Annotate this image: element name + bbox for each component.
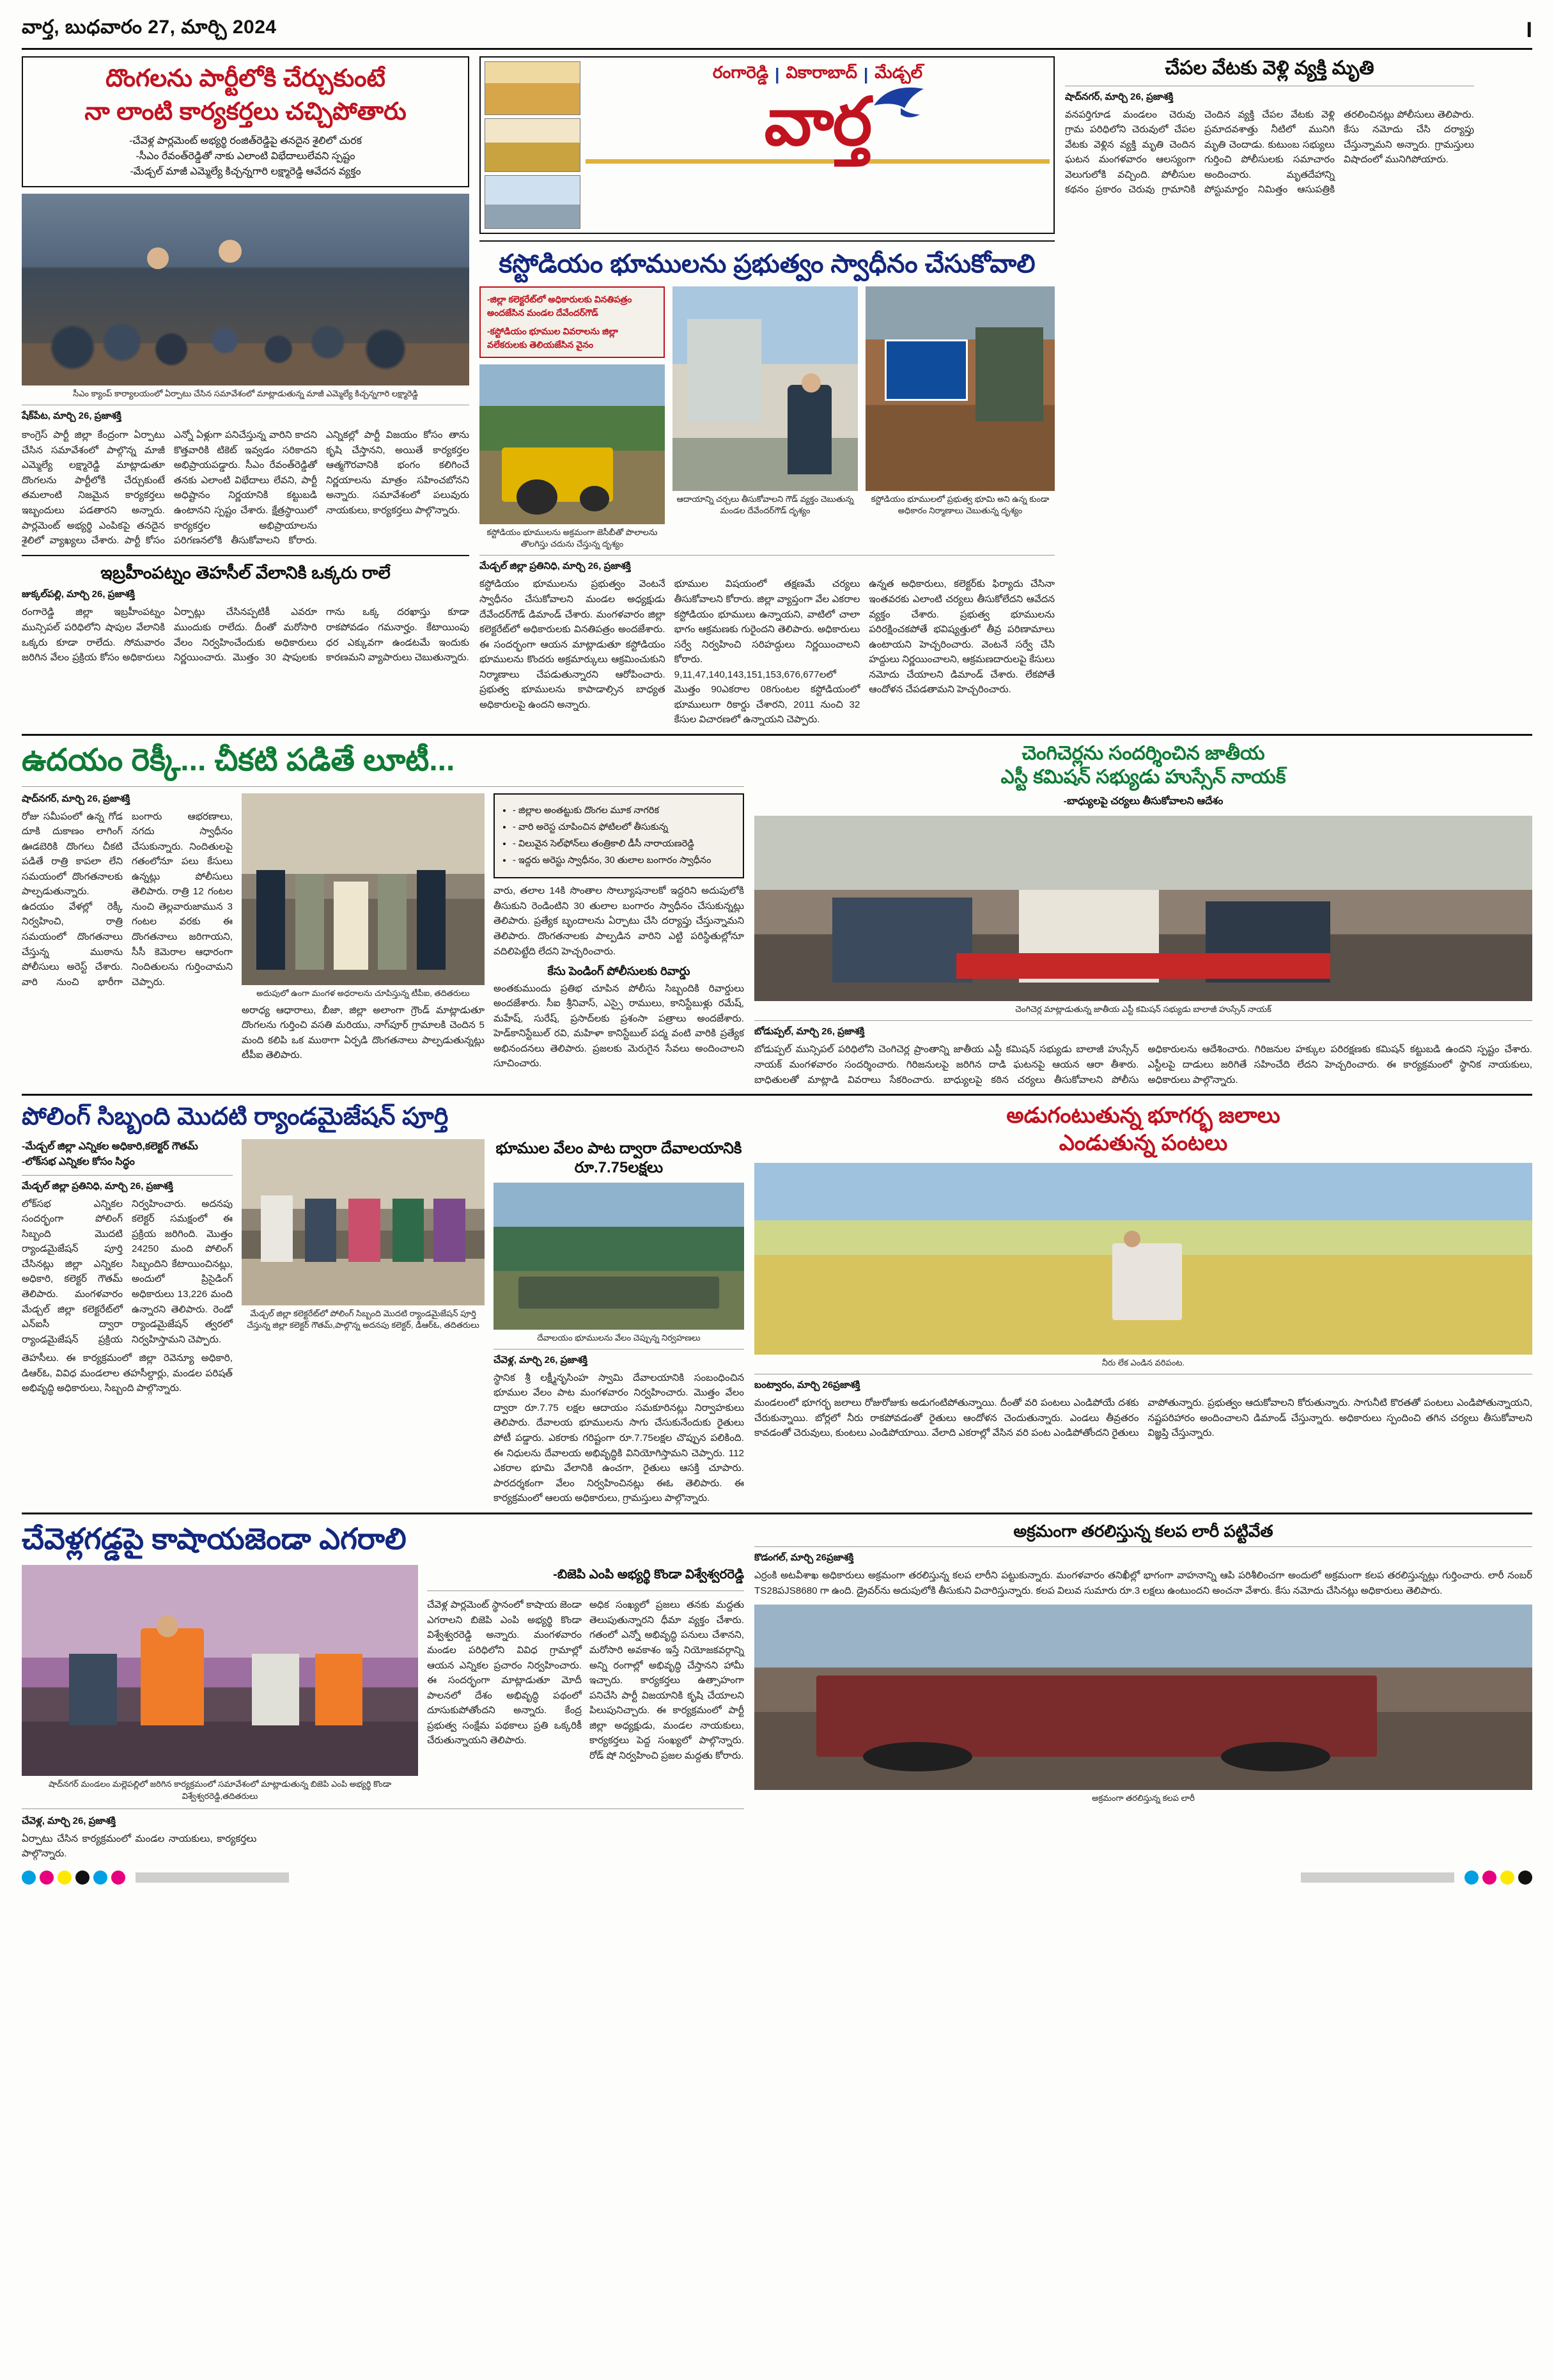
custodian-headline: కస్టోడియం భూములను ప్రభుత్వం స్వాధీనం చేసుకోవాలి bbox=[499, 250, 1036, 278]
bottom-left-dateline: చేవెళ్ల, మార్చి 26, ప్రజాశక్తి bbox=[22, 1815, 116, 1826]
lead-kicker-2: -సీఎం రేవంత్‌రెడ్డితో నాకు ఎలాంటి విభేదాలులేవని స్పష్టం bbox=[136, 151, 355, 162]
land-auction-body: స్థానిక శ్రీ లక్ష్మీనృసింహ స్వామి దేవాలయానికి సంబంధించిన భూముల వేలం పాట మంగళవారం నిర్వహించారు. మొత్తం వేలం ద్వారా రూ.7.75 లక్షల ఆదాయం సమకూరినట్లు నిర్వాహకులు తెలిపారు. దేవాలయ భూములను సాగు చేసుకునేందుకు రైతులు పోటీ పడ్డారు. ఎకరాకు గరిష్టంగా రూ.7.75లక్షల చొప్పున పలికింది. ఈ నిధులను దేవాలయ అభివృద్ధికి వినియోగిస్తామని చెప్పారు. 112 ఎకరాల భూమి వేలానికి ఉంచగా, రైతులు ఆసక్తి చూపారు. పారదర్శకంగా వేలం నిర్వహించినట్లు ఈఓ తెలిపారు. ఈ కార్యక్రమంలో ఆలయ అధికారులు, గ్రామస్తులు పాల్గొన్నారు. bbox=[493, 1372, 744, 1504]
groundwater-body: మండలంలో భూగర్భ జలాలు రోజురోజుకు అడుగంటిపోతున్నాయి. దీంతో వరి పంటలు ఎండిపోయే దశకు చేరుకున్నాయి. బోర్లలో నీరు రాకపోవడంతో రైతులు ఆందోళన చెందుతున్నారు. ఎండలు తీవ్రతరం కావడంతో చెరువులు, కుంటలు ఎండిపోయాయి. వేలాది ఎకరాల్లో వేసిన వరి పంట ఎండిపోతోందని రైతులు వాపోతున్నారు. ప్రభుత్వం ఆదుకోవాలని కోరుతున్నారు. సాగునీటి కొరతతో పంటలు ఎండిపోతున్నాయని, నష్టపరిహారం అందించాలని డిమాండ్ చేస్తున్నారు. అధికారులు స్పందించి తగిన చర్యలు తీసుకోవాలని విజ్ఞప్తి చేస్తున్నారు. bbox=[754, 1397, 1532, 1439]
fishing-headline: చేపల వేటకు వెళ్లి వ్యక్తి మృతి bbox=[1165, 58, 1374, 79]
temple-icon bbox=[485, 61, 580, 115]
fourth-row bbox=[22, 1521, 1532, 1862]
polling-kicker-0: -మేడ్చల్ జిల్లా ఎన్నికల అధికారి,కలెక్టర్ గౌతమ్ bbox=[22, 1140, 198, 1152]
timber-dateline: కొడంగల్, మార్చి 26ప్రజాశక్తి bbox=[754, 1552, 854, 1564]
dove-icon bbox=[871, 82, 929, 121]
custodian-dateline: మేడ్చల్ జిల్లా ప్రతినిధి, మార్చి 26, ప్రజాశక్తి bbox=[479, 561, 631, 572]
loot-body: రోజు సమీపంలో ఉన్న గోడ దూకి దుకాణం లాగింగ్ ఊడబెరికి దొంగలు చీకటి పడితే రాత్రి కాపలా లేని సమయంలో దొంగతనాలకు పాల్పడుతున్నారు. ఉదయం వేళల్లో రెక్కీ నిర్వహించి, రాత్రి సమయంలో దొంగతనాలు చేస్తున్న ముఠాను పోలీసులు అరెస్ట్ చేశారు. వారి నుంచి భారీగా బంగారు ఆభరణాలు, నగదు స్వాధీనం చేసుకున్నారు. నిందితులపై గతంలోనూ పలు కేసులు ఉన్నట్లు పోలీసులు తెలిపారు. రాత్రి 12 గంటల నుంచి తెల్లవారుజామున 3 గంటల వరకు ఈ దొంగతనాలు జరిగాయని, సీసీ కెమెరాల ఆధారంగా నిందితులను గుర్తించామని చెప్పారు. bbox=[22, 811, 233, 988]
custodian-photo-jcb-caption: కస్టోడియం భూములను అక్రమంగా జెసీబీతో పొలాలను తొలగిస్తు చదును చేస్తున్న దృశ్యం bbox=[486, 527, 658, 549]
nsc-body: బోడుప్పల్ మున్సిపల్ పరిధిలోని చెంగిచెర్ల ప్రాంతాన్ని జాతీయ ఎస్టీ కమిషన్ సభ్యుడు బాలాజీ హుస్సేన్ నాయక్ మంగళవారం సందర్శించారు. గిరిజనులపై జరిగిన దాడి ఘటనపై ఆయన ఆరా తీశారు. బాధితులతో మాట్లాడి వివరాలు సేకరించారు. బాధ్యులపై కఠిన చర్యలు తీసుకోవాలని పోలీసు అధికారులను ఆదేశించారు. గిరిజనుల హక్కుల పరిరక్షణకు కమిషన్ కట్టుబడి ఉందని స్పష్టం చేశారు. ఎస్టీలపై దాడులు జరిగితే సహించేది లేదని హెచ్చరించారు. ఈ కార్యక్రమంలో స్థానిక నాయకులు, అధికారులు పాల్గొన్నారు. bbox=[754, 1044, 1532, 1085]
registration-swatch-right bbox=[1301, 1872, 1454, 1883]
groundwater-headline-1: అడుగంటుతున్న భూగర్భ జలాలు bbox=[1006, 1103, 1280, 1128]
nsc-headline-1: చెంగిచెర్లను సందర్శించిన జాతీయ bbox=[1022, 743, 1265, 764]
lead-body: కాంగ్రెస్ పార్టీ జిల్లా కేంద్రంగా ఏర్పాటు చేసిన సమావేశంలో పాల్గొన్న మాజీ ఎమ్మెల్యే లక్ష్మారెడ్డి మాట్లాడుతూ దొంగలను పార్టీలోకి చేర్చుకుంటే తమలాంటి నిజమైన కార్యకర్తలు ఇబ్బందులు పడతారని అన్నారు. పార్లమెంట్ అభ్యర్థి ఎంపికపై తనదైన శైలిలో వ్యాఖ్యలు చేశారు. పార్టీ కోసం ఎన్నో ఏళ్లుగా పనిచేస్తున్న వారిని కాదని కొత్తవారికి టికెట్ ఇవ్వడం సరికాదని అభిప్రాయపడ్డారు. సీఎం రేవంత్‌రెడ్డితో తనకు ఎలాంటి విభేదాలు లేవని, పార్టీ అధిష్టానం నిర్ణయానికి కట్టుబడి ఉంటానని స్పష్టం చేశారు. క్షేత్రస్థాయిలో కార్యకర్తల అభిప్రాయాలను పరిగణనలోకి తీసుకోవాలని కోరారు. ఎన్నికల్లో పార్టీ విజయం కోసం తాను కృషి చేస్తానని, అయితే కార్యకర్తల ఆత్మగౌరవానికి భంగం కలిగించే నిర్ణయాలను మాత్రం సహించబోనని అన్నారు. సమావేశంలో పలువురు నాయకులు, కార్యకర్తలు పాల్గొన్నారు. bbox=[22, 430, 469, 547]
colorbar-left bbox=[22, 1871, 295, 1885]
lead-headline-line2: నా లాంటి కార్యకర్తలు చచ్చిపోతారు bbox=[84, 98, 407, 125]
custodian-photo-jcb bbox=[479, 364, 665, 524]
bjp-body-right: అధిక సంఖ్యలో ప్రజలు తనకు మద్దతు తెలుపుతున్నారని ధీమా వ్యక్తం చేశారు. గతంలో ఎన్నో అభివృద్ధి పనులు చేశానని, మరోసారి అవకాశం ఇస్తే నియోజకవర్గాన్ని అన్ని రంగాల్లో అభివృద్ధి చేస్తానని హామీ ఇచ్చారు. కార్యకర్తలు ఉత్సాహంగా పనిచేసి పార్టీ విజయానికి కృషి చేయాలని పిలుపునిచ్చారు. ఈ కార్యక్రమంలో పార్టీ జిల్లా అధ్యక్షుడు, మండల నాయకులు, కార్యకర్తలు పెద్ద సంఖ్యలో పాల్గొన్నారు. రోడ్ షో నిర్వహించి ప్రజల మద్దతు కోరారు. bbox=[589, 1599, 744, 1761]
nsc-photo-caption: చెంగిచెర్ల మాట్లాడుతున్న జాతీయ ఎస్టీ కమిషన్ సభ్యుడు బాలాజీ హుస్సేన్ నాయక్ bbox=[1015, 1004, 1271, 1015]
land-auction-photo-caption: దేవాలయం భూములను వేలం చెప్పున్న నిర్వహణలు bbox=[537, 1332, 701, 1342]
edition-sep-2: | bbox=[863, 65, 869, 84]
color-dot-5 bbox=[111, 1871, 125, 1885]
third-row bbox=[22, 1102, 1532, 1506]
groundwater-photo-caption: నీరు లేక ఎండిన వరిపంట. bbox=[1101, 1358, 1185, 1368]
timber-photo-caption: అక్రమంగా తరలిస్తున్న కలప లారీ bbox=[1092, 1793, 1195, 1803]
loot-bullet-0: • - జిల్లాల అంతట్టుకు దొంగల మూక నాగరిక bbox=[513, 804, 736, 818]
color-dot-4 bbox=[93, 1871, 107, 1885]
color-dot-0 bbox=[22, 1871, 36, 1885]
loot-sub-caption: అరాధ్య ఆధారాలు, బీజా, జిల్లా అలాంగా గ్రౌండ్ మాట్లాడుతూ దొంగలను గుర్తించి వసతి మరియు, నాగ్‌పూర్ గ్రామాలకి చెందిన 5 మంది కలిపి ఒక ముఠాగా ఏర్పడి దొంగతనాలు పాల్పడుతున్నట్లు టీపీఐ తెలిపారు. bbox=[242, 1004, 485, 1061]
lead-kicker-3: -మేడ్చల్ మాజీ ఎమ్మెల్యే కిచ్చన్నగారి లక్ష్మారెడ్డి ఆవేదన వ్యక్తం bbox=[130, 166, 361, 177]
building-thumbnail bbox=[485, 175, 580, 229]
land-auction-headline: భూముల వేలం పాట ద్వారా దేవాలయానికి రూ.7.75లక్షలు bbox=[495, 1139, 742, 1176]
bjp-kicker: -బిజెపి ఎంపి అభ్యర్థి కొండా విశ్వేశ్వరరెడ్డి bbox=[553, 1567, 744, 1582]
polling-headline: పోలింగ్ సిబ్బంది మొదటి ర్యాండమైజేషన్ పూర్తి bbox=[22, 1103, 449, 1131]
polling-photo bbox=[242, 1139, 485, 1305]
nsc-kicker: -బాధ్యులపై చర్యలు తీసుకోవాలని ఆదేశం bbox=[1063, 796, 1224, 807]
groundwater-photo bbox=[754, 1163, 1532, 1355]
bottom-left-body: ఏర్పాటు చేసిన కార్యక్రమంలో మండల నాయకులు, కార్యకర్తలు పాల్గొన్నారు. bbox=[22, 1833, 257, 1860]
bjp-photo bbox=[22, 1565, 418, 1776]
ibrahimpatnam-dateline: జుక్కల్‌పల్లి, మార్చి 26, ప్రజాశక్తి bbox=[22, 589, 135, 600]
custodian-body-mid: భూముల విషయంలో తక్షణమే చర్యలు తీసుకోవాలని కోరారు. జిల్లా వ్యాప్తంగా వేల ఎకరాల కస్టోడియం భూములు ఉన్నాయని, వాటిలో చాలా భాగం ఆక్రమణకు గురైందని తెలిపారు. అధికారులు సర్వే నిర్వహించి సరిహద్దులు నిర్ణయించాలని కోరారు. 9,11,47,140,143,151,153,676,677లలో మొత్తం 90ఎకరాల 08గుంటల కస్టోడియంలో భూములుగా రికార్డు చేశారని, 2011 నుంచి 32 కేసుల విచారణలో ఉన్నాయని చెప్పారు. bbox=[674, 579, 860, 726]
color-dot-r1 bbox=[1482, 1871, 1496, 1885]
color-dot-3 bbox=[75, 1871, 89, 1885]
nsc-headline-2: ఎస్టీ కమిషన్ సభ్యుడు హుస్సేన్ నాయక్ bbox=[1000, 766, 1286, 788]
edition-0: రంగారెడ్డి bbox=[712, 63, 769, 82]
custodian-bullet-1: -కస్టోడియం భూముల వివరాలను జిల్లా వలేకరులకు తెలియజేసిన వైనం bbox=[487, 326, 618, 350]
edition-list bbox=[586, 61, 1050, 86]
page-number: I bbox=[1526, 18, 1532, 42]
custodian-photo-officer bbox=[672, 286, 858, 491]
color-dot-r3 bbox=[1518, 1871, 1532, 1885]
polling-story bbox=[22, 1102, 744, 1506]
color-dot-r0 bbox=[1465, 1871, 1479, 1885]
lead-kicker-1: -చేవెళ్ల పార్లమెంట్ అభ్యర్థి రంజిత్‌రెడ్డిపై తనదైన శైలిలో చురక bbox=[129, 136, 362, 146]
nsc-story bbox=[754, 742, 1532, 1087]
loot-photo-caption: అదుపులో ఉంగా మంగళ అధరాలను చూపిస్తున్న టీపీఐ, తదితరులు bbox=[256, 988, 470, 998]
loot-bullet-2: • - విలువైన సెల్‌ఫోన్‌లు తంత్రికాలి డీసీ నారాయణరెడ్డి bbox=[513, 837, 736, 852]
masthead-underline bbox=[586, 159, 1050, 164]
bjp-headline: చేవెళ్లగడ్డపై కాషాయజెండా ఎగరాలి bbox=[22, 1521, 407, 1555]
page-topstrip bbox=[22, 17, 1532, 50]
color-dot-2 bbox=[58, 1871, 72, 1885]
lead-dateline: షేక్‌పేట, మార్చి 26, ప్రజాశక్తి bbox=[22, 410, 121, 422]
loot-sub-head: కేసు పెండింగ్ పోలీసులకు రివార్డు bbox=[547, 965, 690, 978]
top-row bbox=[22, 56, 1532, 727]
timber-story bbox=[754, 1521, 1532, 1862]
masthead-title: వార్త bbox=[764, 85, 871, 159]
custodian-body-left: కస్టోడియం భూములను ప్రభుత్వం వెంటనే స్వాధీనం చేసుకోవాలని మండల అధ్యక్షుడు దేవేందర్‌గౌడ్ డిమాండ్ చేశారు. మంగళవారం జిల్లా కలెక్టరేట్‌లో అధికారులకు వినతిపత్రం అందజేశారు. ఈ సందర్భంగా ఆయన మాట్లాడుతూ కస్టోడియం భూములను కొందరు అక్రమార్కులు ఆక్రమించుకుని నిర్మాణాలు చేపడుతున్నారని ఆరోపించారు. ప్రభుత్వ భూములను కాపాడాల్సిన బాధ్యత అధికారులపై ఉందని అన్నారు. bbox=[479, 579, 665, 710]
custodian-bullet-0: -జిల్లా కలెక్టరేట్‌లో అధికారులకు వినతిపత్రం అందజేసిన మండల దేవేందర్‌గౌడ్ bbox=[487, 294, 632, 318]
masthead-logo bbox=[479, 56, 1055, 234]
timber-headline: అక్రమంగా తరలిస్తున్న కలప లారీ పట్టివేత bbox=[1013, 1521, 1273, 1541]
nsc-dateline: బోడుప్పల్, మార్చి 26, ప్రజాశక్తి bbox=[754, 1026, 865, 1038]
custodian-photo-officer-caption: ఆదాయాన్ని చర్చలు తీసుకోవాలని గౌడ్ వ్యక్తం చెబుతున్న మండల దేవేందర్‌గౌడ్ దృశ్యం bbox=[676, 494, 854, 516]
colorbar-right bbox=[1294, 1871, 1532, 1885]
nsc-photo bbox=[754, 816, 1532, 1001]
custodian-bullets-box bbox=[479, 286, 665, 550]
print-registration-bar bbox=[22, 1871, 1532, 1885]
color-dot-1 bbox=[40, 1871, 54, 1885]
fishing-body: వనపర్తిగూడ మండలం చెరువు గ్రామ పరిధిలోని చెరువులో చేపల వేటకు వెళ్లిన వ్యక్తి మృతి చెందిన ఘటన మంగళవారం ఆలస్యంగా వెలుగులోకి వచ్చింది. పోలీసుల కథనం ప్రకారం చెరువు గ్రామానికి చెందిన వ్యక్తి చేపల వేటకు వెళ్లి ప్రమాదవశాత్తు నీటిలో మునిగి మృతి చెందాడు. కుటుంబ సభ్యులు గుర్తించి పోలీసులకు సమాచారం అందించారు. మృతదేహాన్ని పోస్టుమార్టం నిమిత్తం ఆసుపత్రికి తరలించినట్లు పోలీసులు తెలిపారు. కేసు నమోదు చేసి దర్యాప్తు చేస్తున్నామని అన్నారు. గ్రామస్తులు విషాదంలో మునిగిపోయారు. bbox=[1065, 109, 1474, 196]
custodian-photo-land-box bbox=[866, 286, 1055, 550]
loot-bullet-1: • - వారి అరెస్ట చూపించిన ఫోటిలలో తీసుకున్న bbox=[513, 820, 736, 835]
bjp-photo-caption: షాద్‌నగర్ మండలం మల్లెపల్లిలో జరిగిన కార్యక్రమంలో సమావేశంలో మాట్లాడుతున్న బిజెపి ఎంపి అభ్యర్థి కొండా విశ్వేశ్వరరెడ్డి,తదితరులు bbox=[48, 1779, 392, 1801]
fishing-story bbox=[1065, 56, 1474, 727]
registration-swatch-left bbox=[136, 1872, 289, 1883]
polling-dateline: మేడ్చల్ జిల్లా ప్రతినిధి, మార్చి 26, ప్రజాశక్తి bbox=[22, 1180, 173, 1192]
edition-2: మేడ్చల్ bbox=[874, 63, 923, 82]
land-auction-story bbox=[493, 1139, 744, 1506]
statue-thumbnail bbox=[485, 118, 580, 172]
loot-bullet-3: • - ఇద్దరు అరెస్టు స్వాధీనం, 30 తులాల బంగారం స్వాధీనం bbox=[513, 853, 736, 868]
polling-footer: తెహసీలు. ఈ కార్యక్రమంలో జిల్లా రెవెన్యూ అధికారి, డిఆర్‌ఓ, వివిధ మండలాల తహసీల్దార్లు, మండల పరిషత్ అభివృద్ధి అధికారులు, సిబ్బంది పాల్గొన్నారు. bbox=[22, 1353, 233, 1394]
loot-mid-body: వారు, తలాల 14కి సొంతాల సొల్యూషనాలకో ఇద్దరిని అదుపులోకి తీసుకుని రెండింటిని 30 తులాల బంగారం స్వాధీనం చేసుకున్నట్లు తెలిపారు. ప్రత్యేక బృందాలను ఏర్పాటు చేసి దర్యాప్తు చేస్తున్నామని తెలిపారు. దొంగతనాలకు పాల్పడిన వారిని ఎట్టి పరిస్థితుల్లోనూ వదిలిపెట్టేది లేదని హెచ్చరించారు. bbox=[493, 885, 744, 957]
center-column bbox=[479, 56, 1055, 727]
loot-sub-body: అంతకుముందు ప్రతిభ చూపిన పోలీసు సిబ్బందికి రివార్డులు అందజేశారు. సీఐ శ్రీనివాస్, ఎస్సై రాములు, కానిస్టేబుళ్లు రమేష్, మహేష్, సురేష్, ప్రసాద్‌లకు ప్రశంసా పత్రాలు అందజేశారు. హెడ్‌కానిస్టేబుల్ రవి, మహిళా కానిస్టేబుల్ పద్మ వంటి వారికి ప్రత్యేక అభినందనలు తెలిపారు. ప్రజలకు మెరుగైన సేవలు అందించాలని సూచించారు. bbox=[493, 983, 744, 1069]
groundwater-story bbox=[754, 1102, 1532, 1506]
masthead-thumbnails bbox=[485, 61, 580, 229]
fishing-dateline: షాద్‌నగర్, మార్చి 26, ప్రజాశక్తి bbox=[1065, 91, 1174, 102]
groundwater-headline-2: ఎండుతున్న పంటలు bbox=[1059, 1130, 1228, 1155]
land-auction-dateline: చేవెళ్ల, మార్చి 26, ప్రజాశక్తి bbox=[493, 1354, 587, 1365]
polling-photo-caption: మేడ్చల్ జిల్లా కలెక్టరేట్‌లో పోలింగ్ సిబ్బంది మొదటి ర్యాండమైజేషన్ పూర్తి చేస్తున్న జిల్లా కలెక్టర్ గౌతమ్,పాల్గొన్న అదనపు కలెక్టర్, డీఆర్ఓ, తదితరులు bbox=[247, 1308, 479, 1330]
second-row bbox=[22, 742, 1532, 1087]
loot-headline: ఉదయం రెక్కీ... చీకటి పడితే లూటీ... bbox=[22, 743, 455, 777]
groundwater-dateline: బంట్వారం, మార్చి 26ప్రజాశక్తి bbox=[754, 1380, 860, 1391]
polling-body: లోక్‌సభ ఎన్నికల సందర్భంగా పోలింగ్ సిబ్బంది మొదటి ర్యాండమైజేషన్ పూర్తి చేసినట్లు జిల్లా ఎన్నికల అధికారి, కలెక్టర్ గౌతమ్ తెలిపారు. మంగళవారం మేడ్చల్ జిల్లా కలెక్టరేట్‌లో ఎన్ఐసీ ద్వారా ర్యాండమైజేషన్ ప్రక్రియ నిర్వహించారు. అదనపు కలెక్టర్ సమక్షంలో ఈ ప్రక్రియ జరిగింది. మొత్తం 24250 మంది పోలింగ్ సిబ్బందిని కేటాయించినట్లు, అందులో ప్రిసైడింగ్ అధికారులు 13,226 మంది ఉన్నారని తెలిపారు. రెండో ర్యాండమైజేషన్ త్వరలో నిర్వహిస్తామని చెప్పారు. bbox=[22, 1198, 233, 1345]
ibrahimpatnam-body: రంగారెడ్డి జిల్లా ఇబ్రహీంపట్నం మున్సిపల్ పరిధిలోని షాపుల వేలానికి ఒక్కరు కూడా రాలేదు. సోమవారం జరిగిన వేలం ప్రక్రియ కోసం అధికారులు ఏర్పాట్లు చేసినప్పటికీ ఎవరూ ముందుకు రాలేదు. దీంతో మరోసారి వేలం నిర్వహించేందుకు అధికారులు నిర్ణయించారు. మొత్తం 30 షాపులకు గాను ఒక్క దరఖాస్తు కూడా రాకపోవడం గమనార్హం. కేటాయింపు ధర ఎక్కువగా ఉండటమే ఇందుకు కారణమని వ్యాపారులు చెబుతున్నారు. bbox=[22, 607, 469, 664]
land-auction-photo bbox=[493, 1183, 744, 1330]
timber-body: ఎర్రంకి అటవీశాఖ అధికారులు అక్రమంగా తరలిస్తున్న కలప లారీని పట్టుకున్నారు. మంగళవారం తనిఖీల్లో భాగంగా వాహనాన్ని ఆపి పరిశీలించగా అందులో అక్రమంగా కలప తరలిస్తున్నట్లు గుర్తించారు. లారీ నంబర్ TS28పJS8680 గా ఉంది. డ్రైవర్‌ను అదుపులోకి తీసుకుని విచారిస్తున్నారు. కలప విలువ సుమారు రూ.3 లక్షలు ఉంటుందని అంచనా వేశారు. కేసు నమోదు చేసినట్లు అధికారులు తెలిపారు. bbox=[754, 1570, 1532, 1596]
custodian-body-right: ఉన్నత అధికారులు, కలెక్టర్‌కు ఫిర్యాదు చేసినా ఇంతవరకు ఎలాంటి చర్యలు తీసుకోలేదని ఆవేదన వ్యక్తం చేశారు. ప్రభుత్వ భూములను పరిరక్షించకపోతే భవిష్యత్తులో తీవ్ర పరిణామాలు ఉంటాయని హెచ్చరించారు. వెంటనే సర్వే చేసి హద్దులు నిర్ణయించాలని, ఆక్రమణదారులపై కేసులు నమోదు చేయాలని డిమాండ్ చేశారు. లేకపోతే ఆందోళన చేపడతామని హెచ్చరించారు. bbox=[869, 579, 1055, 696]
timber-photo bbox=[754, 1605, 1532, 1790]
custodian-photo-land bbox=[866, 286, 1055, 491]
lead-photo bbox=[22, 194, 469, 385]
bjp-body-left: చేవెళ్ల పార్లమెంట్ స్థానంలో కాషాయ జెండా ఎగరాలని బిజెపి ఎంపి అభ్యర్థి కొండా విశ్వేశ్వరరెడ్డి అన్నారు. మంగళవారం మండల పరిధిలోని వివిధ గ్రామాల్లో ఆయన ఎన్నికల ప్రచారం నిర్వహించారు. ఈ సందర్భంగా మాట్లాడుతూ మోదీ పాలనలో దేశం అభివృద్ధి పథంలో దూసుకుపోతోందని అన్నారు. కేంద్ర ప్రభుత్వ సంక్షేమ పథకాలు ప్రతి ఒక్కరికీ చేరుతున్నాయని తెలిపారు. bbox=[427, 1599, 582, 1746]
lead-photo-caption: సీఎం క్యాంప్ కార్యాలయంలో ఏర్పాటు చేసిన సమావేశంలో మాట్లాడుతున్న మాజీ ఎమ్మెల్యే కిచ్చన్నగారి లక్ష్మారెడ్డి bbox=[73, 389, 418, 398]
loot-dateline: షాద్‌నగర్, మార్చి 26, ప్రజాశక్తి bbox=[22, 793, 130, 804]
color-dot-r2 bbox=[1500, 1871, 1514, 1885]
loot-story bbox=[22, 742, 744, 1087]
lead-story bbox=[22, 56, 469, 727]
custodian-photo-officer-box bbox=[672, 286, 858, 550]
ibrahimpatnam-headline: ఇబ్రహీంపట్నం తెహసీల్‌ వేలానికి ఒక్కరు రాలే bbox=[100, 563, 391, 582]
loot-photo bbox=[242, 793, 485, 985]
issue-date: వార్త, బుధవారం 27, మార్చి 2024 bbox=[22, 17, 277, 38]
masthead-title-wrap bbox=[586, 85, 1050, 159]
loot-bullets bbox=[501, 804, 736, 869]
bjp-story bbox=[22, 1521, 744, 1862]
edition-sep-1: | bbox=[775, 65, 780, 84]
polling-kicker-1: -లోక్‌సభ ఎన్నికల కోసం సిద్ధం bbox=[22, 1156, 135, 1167]
lead-headline-line1: దొంగలను పార్టీలోకి చేర్చుకుంటే bbox=[105, 65, 385, 92]
custodian-photo-land-caption: కస్టోడియం భూములలో ప్రభుత్వ భూమి అని ఉన్న కుండా అధికారం నిర్మాణాలు చెబుతున్న దృశ్యం bbox=[871, 494, 1050, 516]
edition-1: వికారాబాద్ bbox=[786, 63, 857, 82]
